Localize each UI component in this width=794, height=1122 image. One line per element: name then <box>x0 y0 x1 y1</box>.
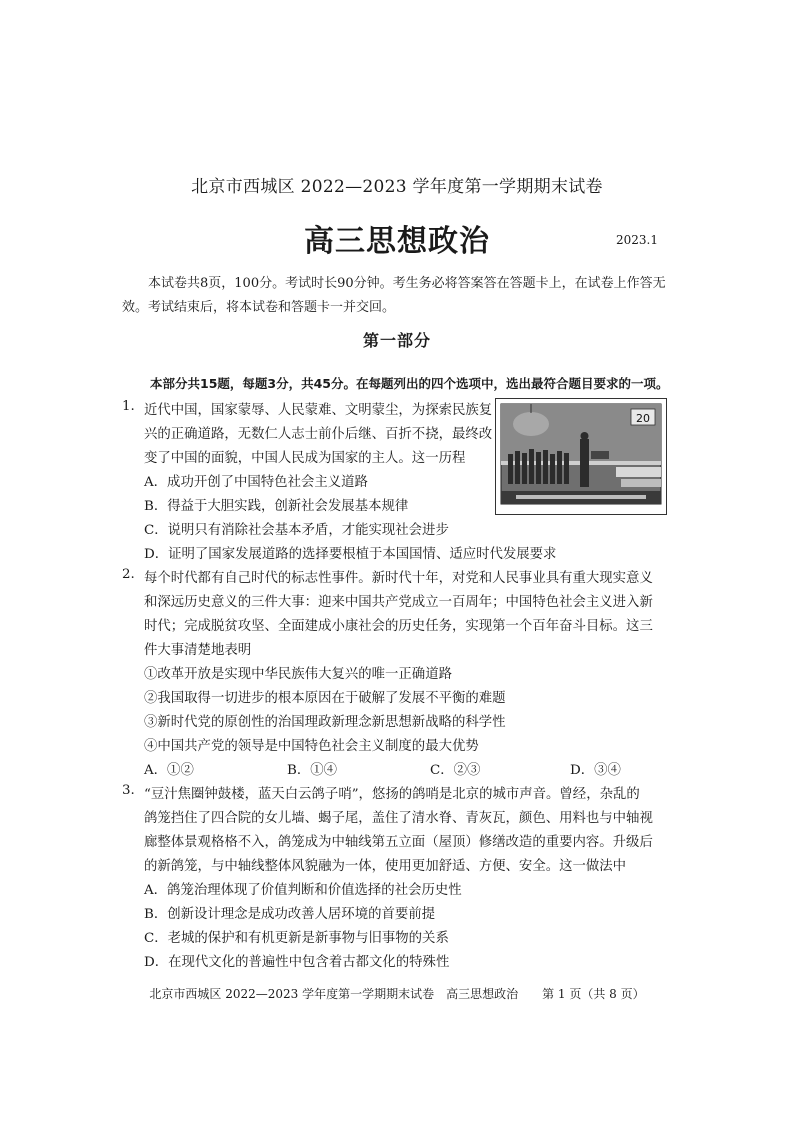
option-d: D．证明了国家发展道路的选择要根植于本国国情、适应时代发展要求 <box>144 547 557 562</box>
option-c: C．说明只有消除社会基本矛盾，才能实现社会进步 <box>144 523 449 538</box>
stamp-illustration <box>496 399 666 514</box>
choice-a: A．①② <box>144 763 194 778</box>
statement-4: ④中国共产党的领导是中国特色社会主义制度的最大优势 <box>144 739 479 754</box>
question-number: 3. <box>122 783 135 798</box>
page-footer: 北京市西城区 2022—2023 学年度第一学期期末试卷 高三思想政治 第 1 页（共 8 页） <box>149 987 645 1001</box>
option-a: A．鸽笼治理体现了价值判断和价值选择的社会历史性 <box>144 883 462 898</box>
question-stem-line: 鸽笼挡住了四合院的女儿墙、蝎子尾，盖住了清水脊、青灰瓦，颜色、用料也与中轴视 <box>144 811 653 826</box>
stamp-image <box>495 398 667 515</box>
question-stem-line: 的新鸽笼，与中轴线整体风貌融为一体，使用更加舒适、方便、安全。这一做法中 <box>144 859 627 874</box>
statement-2: ②我国取得一切进步的根本原因在于破解了发展不平衡的难题 <box>144 691 506 706</box>
question-stem-line: 兴的正确道路，无数仁人志士前仆后继、百折不挠，最终改 <box>144 427 493 442</box>
question-stem-line: 件大事清楚地表明 <box>144 643 252 658</box>
question-stem-line: 和深远历史意义的三件大事：迎来中国共产党成立一百周年；中国特色社会主义进入新 <box>144 595 653 610</box>
question-stem-line: 廊整体景观格格不入，鸽笼成为中轴线第五立面（屋顶）修缮改造的重要内容。升级后 <box>144 835 653 850</box>
question-number: 1. <box>122 399 135 414</box>
option-a: A．成功开创了中国特色社会主义道路 <box>144 475 368 490</box>
stamp-value: 20 <box>636 412 650 425</box>
question-stem-line: 近代中国，国家蒙辱、人民蒙难、文明蒙尘，为探索民族复 <box>144 403 493 418</box>
part-description: 本部分共15题，每题3分，共45分。在每题列出的四个选项中，选出最符合题目要求的一项。 <box>150 376 669 391</box>
question-number: 2. <box>122 567 135 582</box>
statement-1: ①改革开放是实现中华民族伟大复兴的唯一正确道路 <box>144 667 452 682</box>
question-stem-line: 时代；完成脱贫攻坚、全面建成小康社会的历史任务，实现第一个百年奋斗目标。这三 <box>144 619 653 634</box>
choice-b: B．①④ <box>287 763 338 778</box>
question-stem-line: 变了中国的面貌，中国人民成为国家的主人。这一历程 <box>144 451 466 466</box>
question-stem-line: 每个时代都有自己时代的标志性事件。新时代十年，对党和人民事业具有重大现实意义 <box>144 571 653 586</box>
choice-c: C．②③ <box>430 763 481 778</box>
statement-3: ③新时代党的原创性的治国理政新理念新思想新战略的科学性 <box>144 715 506 730</box>
instructions: 本试卷共8页，100分。考试时长90分钟。考生务必将答案答在答题卡上，在试卷上作答无效。考试结束后，将本试卷和答题卡一并交回。 <box>122 276 666 315</box>
part-title: 第一部分 <box>362 331 431 350</box>
exam-title: 北京市西城区 2022—2023 学年度第一学期期末试卷 <box>191 177 603 197</box>
option-b: B．创新设计理念是成功改善人居环境的首要前提 <box>144 907 436 922</box>
choice-d: D．③④ <box>570 763 621 778</box>
option-c: C．老城的保护和有机更新是新事物与旧事物的关系 <box>144 931 449 946</box>
subject-title: 高三思想政治 <box>304 224 490 259</box>
question-stem-line: “豆汁焦圈钟鼓楼，蓝天白云鸽子哨”，悠扬的鸽哨是北京的城市声音。曾经，杂乱的 <box>144 787 640 802</box>
option-b: B．得益于大胆实践，创新社会发展基本规律 <box>144 499 409 514</box>
option-d: D．在现代文化的普遍性中包含着古都文化的特殊性 <box>144 955 450 970</box>
exam-date: 2023.1 <box>616 233 658 247</box>
